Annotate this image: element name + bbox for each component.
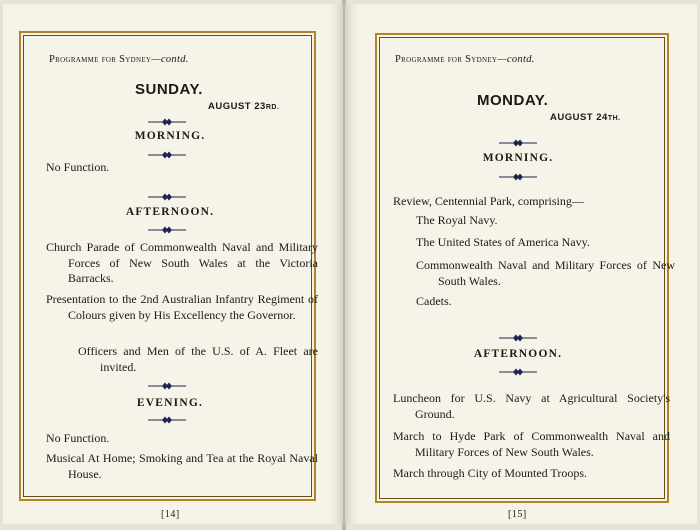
right-day-title: MONDAY. bbox=[477, 92, 549, 109]
right-date bbox=[550, 112, 621, 123]
left-page-number: [14] bbox=[161, 509, 180, 520]
left-morning-heading: MORNING. bbox=[134, 130, 206, 142]
right-date-text: AUGUST 24 bbox=[550, 112, 608, 123]
divider-ornament-icon bbox=[147, 118, 187, 126]
left-date-text: AUGUST 23 bbox=[208, 101, 266, 112]
left-date bbox=[208, 101, 279, 112]
divider-ornament-icon bbox=[498, 334, 538, 342]
divider-ornament-icon bbox=[498, 173, 538, 181]
divider-ornament-icon bbox=[498, 368, 538, 376]
right-page bbox=[345, 4, 697, 524]
right-afternoon-item: March through City of Mounted Troops. bbox=[393, 466, 588, 480]
divider-ornament-icon bbox=[498, 139, 538, 147]
divider-ornament-icon bbox=[147, 193, 187, 201]
divider-ornament-icon bbox=[147, 416, 187, 424]
divider-ornament-icon bbox=[147, 226, 187, 234]
left-header-title: Programme for Sydney bbox=[49, 54, 152, 65]
left-header-contd: —contd. bbox=[151, 54, 189, 65]
divider-ornament-icon bbox=[147, 151, 187, 159]
right-morning-item: The United States of America Navy. bbox=[416, 235, 590, 249]
left-morning-item: No Function. bbox=[46, 160, 110, 174]
right-header-contd: —contd. bbox=[497, 54, 535, 65]
right-page-number: [15] bbox=[508, 509, 527, 520]
left-afternoon-item: Church Parade of Commonwealth Naval and Military Forces of New South Wales at the Victoria Barracks. bbox=[46, 240, 318, 285]
right-morning-heading: MORNING. bbox=[482, 152, 554, 164]
left-afternoon-note: Officers and Men of the U.S. of A. Fleet are invited. bbox=[78, 344, 318, 374]
right-running-header bbox=[395, 54, 535, 65]
right-afternoon-heading: AFTERNOON. bbox=[473, 348, 563, 360]
left-day-title: SUNDAY. bbox=[135, 81, 203, 98]
divider-ornament-icon bbox=[147, 382, 187, 390]
left-page bbox=[3, 4, 343, 524]
right-morning-intro: Review, Centennial Park, comprising— bbox=[393, 194, 584, 208]
left-date-suffix: RD. bbox=[265, 104, 280, 111]
left-evening-item: No Function. bbox=[46, 431, 110, 445]
right-morning-item: Cadets. bbox=[416, 294, 452, 308]
left-evening-item: Musical At Home; Smoking and Tea at the Royal Naval House. bbox=[46, 451, 318, 481]
left-running-header bbox=[49, 54, 189, 65]
left-evening-heading: EVENING. bbox=[136, 397, 204, 409]
right-header-title: Programme for Sydney bbox=[395, 54, 498, 65]
right-morning-item: Commonwealth Naval and Military Forces of New South Wales. bbox=[416, 258, 675, 288]
left-afternoon-heading: AFTERNOON. bbox=[125, 206, 215, 218]
right-afternoon-item: Luncheon for U.S. Navy at Agricultural Society's Ground. bbox=[393, 391, 670, 421]
right-morning-item: The Royal Navy. bbox=[416, 213, 498, 227]
left-afternoon-item: Presentation to the 2nd Australian Infantry Regiment of Colours given by His Excellency the Governor. bbox=[46, 292, 318, 322]
right-date-suffix: TH. bbox=[607, 115, 621, 122]
right-afternoon-item: March to Hyde Park of Commonwealth Naval and Military Forces of New South Wales. bbox=[393, 429, 670, 459]
